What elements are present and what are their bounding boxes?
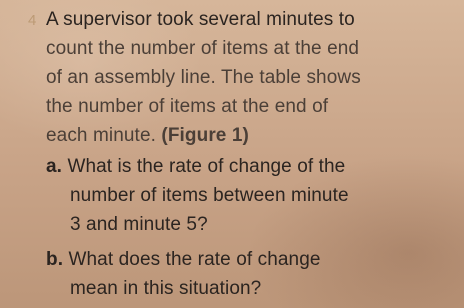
part-a-line-3: 3 and minute 5?: [70, 214, 208, 235]
problem-marker: 4: [28, 12, 37, 29]
figure-reference: (Figure 1): [161, 125, 249, 146]
part-a-line-1: [46, 155, 345, 178]
problem-stem-line-5-text: each minute.: [46, 125, 156, 146]
part-b-line-2: mean in this situation?: [70, 278, 262, 299]
part-a-line-2: number of items between minute: [70, 185, 349, 206]
part-a-text-1: What is the rate of change of the: [67, 156, 346, 177]
part-a-label: a.: [46, 156, 63, 177]
part-b-label: b.: [46, 249, 64, 270]
problem-stem-line-5: [46, 124, 249, 147]
problem-stem-line-2: count the number of items at the end: [46, 38, 360, 59]
problem-stem-line-4: the number of items at the end of: [46, 96, 329, 117]
part-b-line-1: [46, 248, 321, 271]
problem-stem-line-1: A supervisor took several minutes to: [46, 9, 355, 30]
problem-stem-line-3: of an assembly line. The table shows: [46, 67, 361, 88]
part-b-text-1: What does the rate of change: [68, 249, 321, 270]
